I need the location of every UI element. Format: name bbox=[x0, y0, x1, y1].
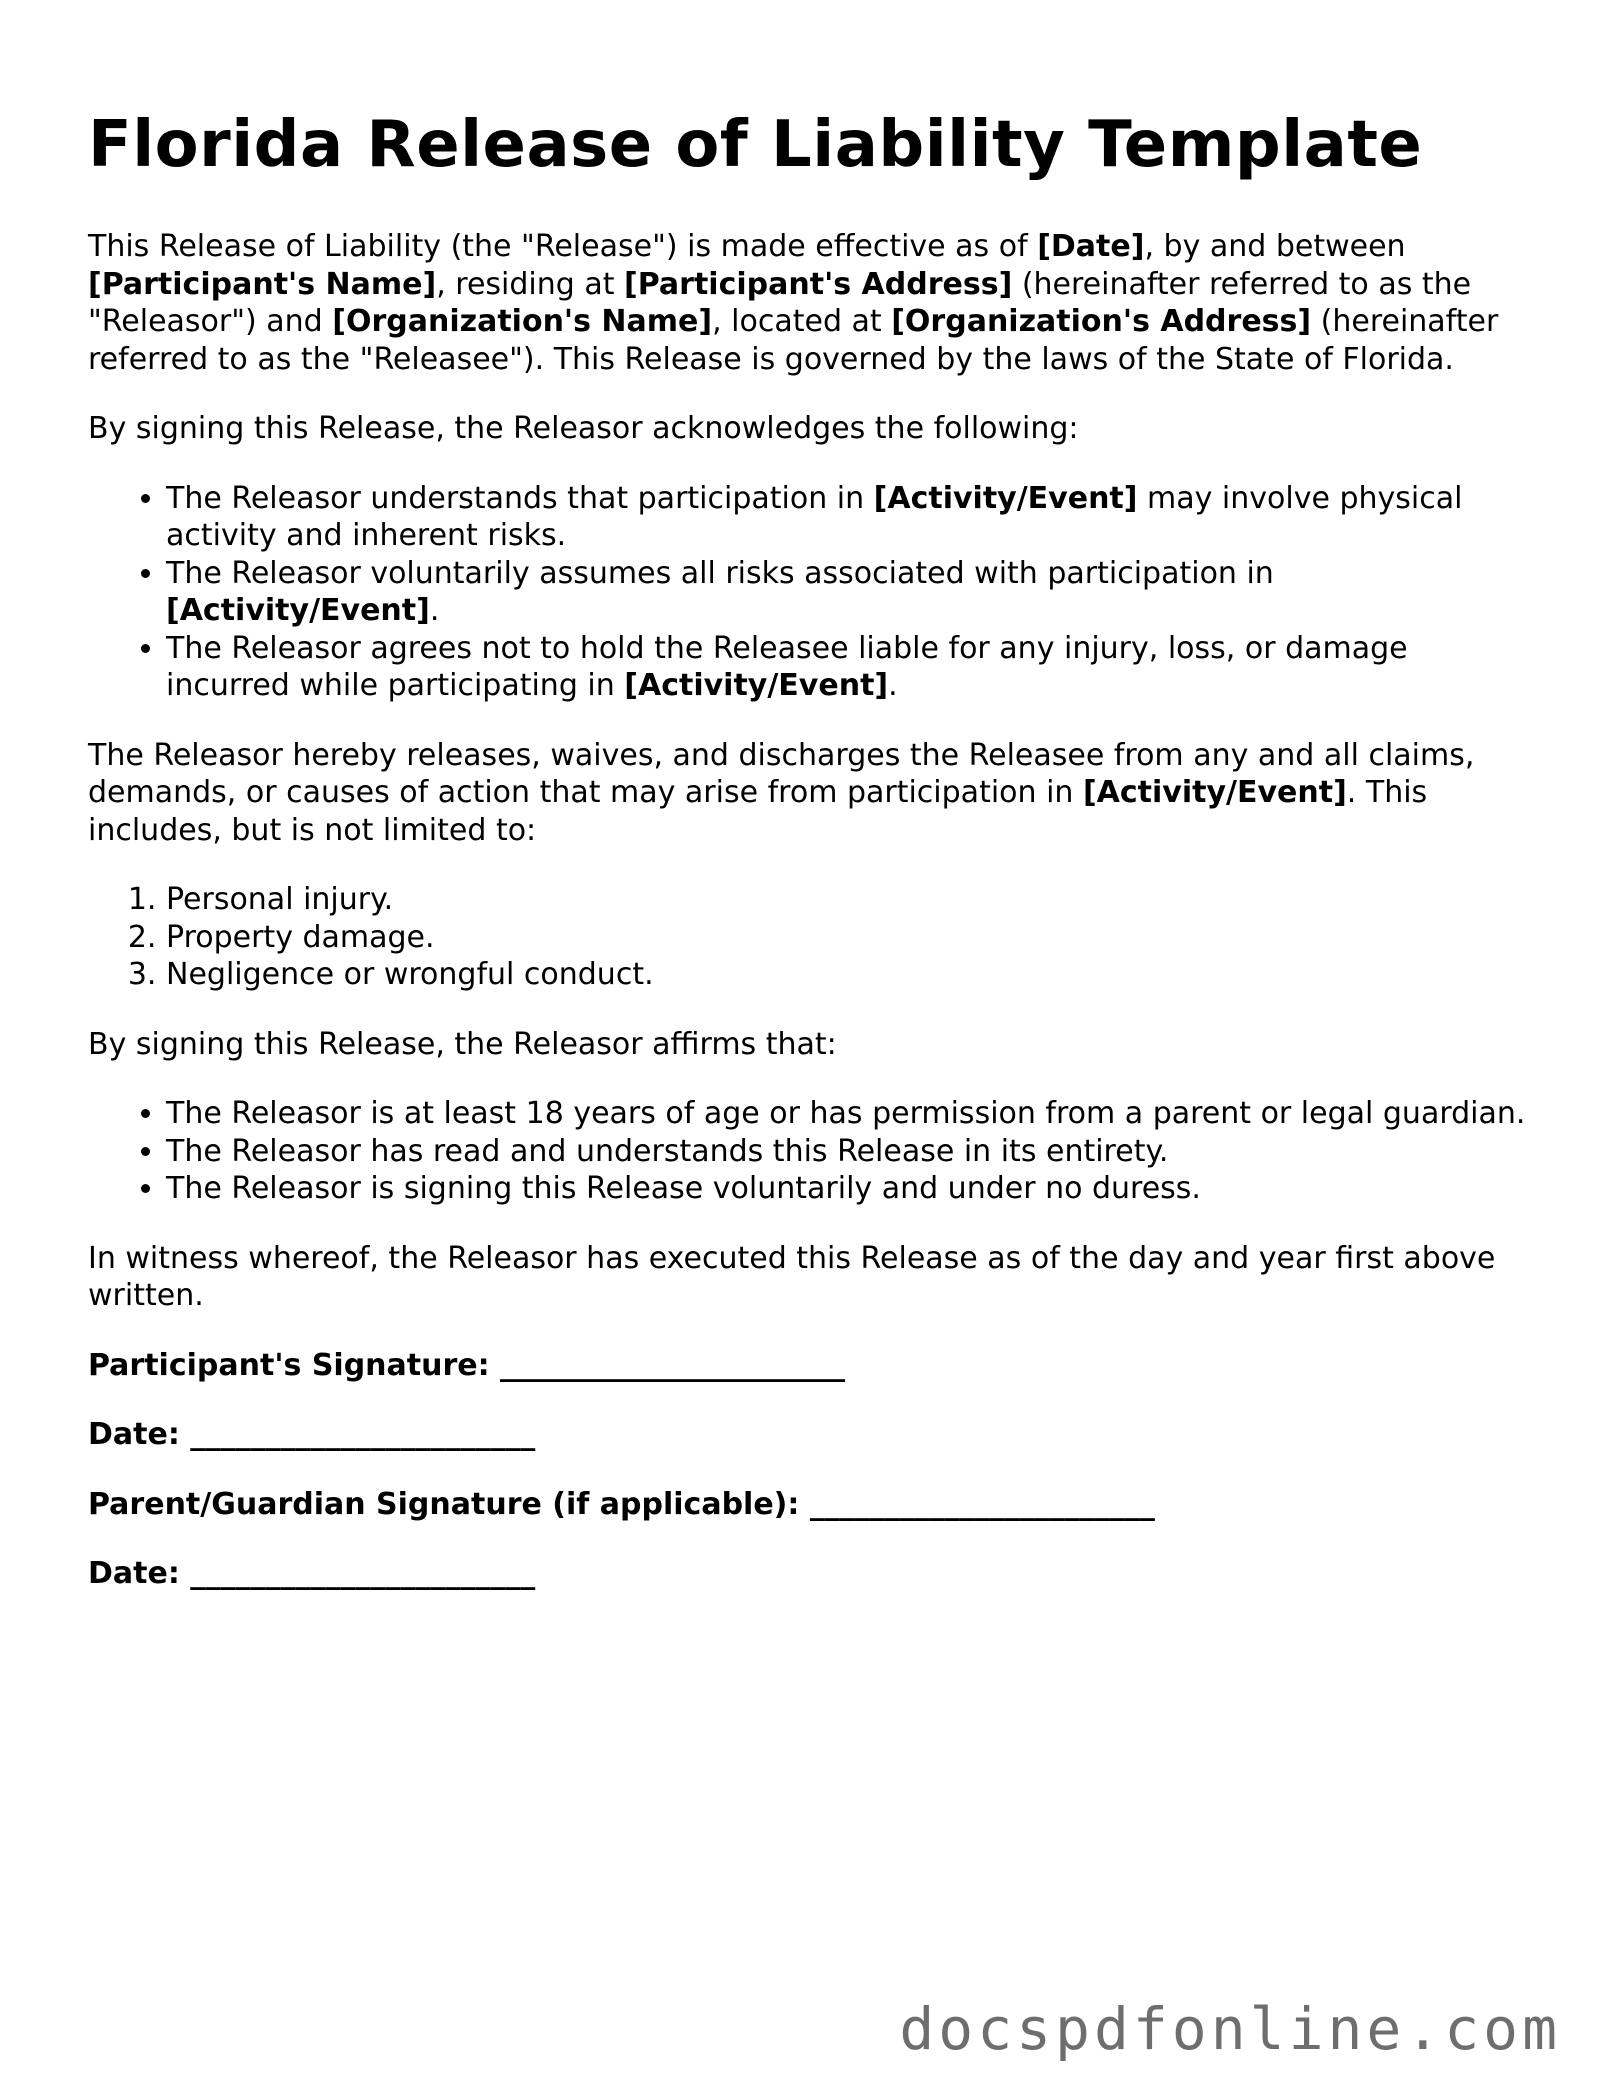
witness-paragraph: In witness whereof, the Releasor has executed this Release as of the day and year first above written. bbox=[88, 1240, 1496, 1314]
activity-placeholder: [Activity/Event] bbox=[166, 593, 430, 629]
list-item bbox=[166, 480, 1528, 555]
participant-address-placeholder: [Participant's Address] bbox=[624, 266, 1013, 302]
date-placeholder: [Date] bbox=[1037, 229, 1145, 265]
intro-text-2: , by and between bbox=[1144, 229, 1406, 265]
intro-text-5: , located at bbox=[712, 304, 892, 340]
list-item: • The Releasor is at least 18 years of age or has permission from a parent or legal guardian. bbox=[166, 1095, 1528, 1133]
intro-text-3: , residing at bbox=[436, 266, 625, 302]
watermark: docspdfonline.com bbox=[899, 1995, 1561, 2063]
release-paragraph bbox=[88, 737, 1528, 850]
document-page bbox=[88, 110, 1528, 1625]
list-item-text: . bbox=[429, 593, 440, 629]
list-item bbox=[166, 555, 1528, 630]
release-text: The Releasor hereby releases, waives, and discharges the Releasee from any and all claims, demands, or causes of action that may arise from participation in bbox=[88, 737, 1475, 811]
guardian-signature-line[interactable]: Parent/Guardian Signature (if applicable): _______________________ bbox=[88, 1486, 1155, 1522]
affirmation-list bbox=[88, 1095, 1528, 1208]
participant-signature-line[interactable]: Participant's Signature: _______________________ bbox=[88, 1347, 846, 1383]
intro-text-4: (hereinafter referred to as the "Releasor") and bbox=[88, 266, 1472, 340]
list-item: 1. Personal injury. bbox=[166, 881, 1528, 919]
activity-placeholder: [Activity/Event] bbox=[873, 480, 1138, 516]
acknowledge-intro: By signing this Release, the Releasor acknowledges the following: bbox=[88, 411, 1079, 447]
list-item-text: . bbox=[888, 668, 898, 704]
release-text: . This includes, but is not limited to: bbox=[88, 775, 1428, 848]
list-item: 2. Property damage. bbox=[166, 919, 1528, 957]
claims-list bbox=[88, 881, 1528, 994]
participant-name-placeholder: [Participant's Name] bbox=[88, 266, 437, 302]
activity-placeholder: [Activity/Event] bbox=[624, 668, 889, 704]
intro-text-1: This Release of Liability (the "Release") is made effective as of bbox=[88, 229, 1038, 265]
intro-text-6: (hereinafter referred to as the "Releasee"). This Release is governed by the laws of the State of Florida. bbox=[88, 304, 1499, 377]
intro-paragraph bbox=[88, 228, 1528, 378]
activity-placeholder: [Activity/Event] bbox=[1082, 775, 1347, 811]
list-item: • The Releasor has read and understands this Release in its entirety. bbox=[166, 1133, 1528, 1171]
list-item bbox=[166, 630, 1528, 705]
affirm-intro: By signing this Release, the Releasor affirms that: bbox=[88, 1026, 837, 1062]
document-title: Florida Release of Liability Template bbox=[88, 108, 1423, 182]
list-item-text: The Releasor voluntarily assumes all risks associated with participation in bbox=[166, 555, 1274, 591]
date-line[interactable]: Date: _______________________ bbox=[88, 1556, 536, 1592]
list-item: 3. Negligence or wrongful conduct. bbox=[166, 956, 1528, 994]
organization-name-placeholder: [Organization's Name] bbox=[332, 304, 713, 340]
list-item: • The Releasor is signing this Release voluntarily and under no duress. bbox=[166, 1170, 1528, 1208]
acknowledgement-list bbox=[88, 480, 1528, 705]
organization-address-placeholder: [Organization's Address] bbox=[891, 304, 1312, 340]
list-item-text: The Releasor agrees not to hold the Releasee liable for any injury, loss, or damage incurred while participating in bbox=[166, 630, 1408, 704]
list-item-text: may involve physical activity and inherent risks. bbox=[166, 480, 1463, 554]
list-item-text: The Releasor understands that participation in bbox=[166, 480, 874, 516]
date-line[interactable]: Date: _______________________ bbox=[88, 1417, 536, 1453]
